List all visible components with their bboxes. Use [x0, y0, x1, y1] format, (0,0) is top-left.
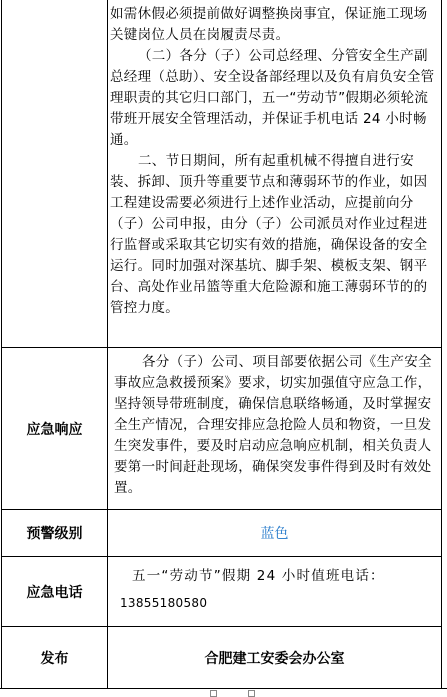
- response-text: 各分（子）公司、项目部要依据公司《生产安全事故应急救援预案》要求，切实加强值守应急工作，坚持领导带班制度，确保信息联络畅通，及时掌握安全生产情况，合理安排应急抢险人员和物资，一旦发生突发事件，要及时启动应急响应机制，相关负责人要第一时间赶赴现场，确保突发事件得到及时有效处置。: [114, 354, 432, 496]
- table-border-right: [441, 0, 442, 688]
- warning-level-label: 预警级别: [26, 526, 83, 542]
- phone-label: 应急电话: [26, 584, 83, 601]
- publisher-label: 发布: [40, 650, 69, 667]
- response-label: 应急响应: [26, 421, 83, 438]
- top-text-cell: [108, 4, 441, 319]
- top-paragraph-3: 二、节日期间，所有起重机械不得擅自进行安装、拆卸、顶升等重要节点和薄弱环节的作业，如因工程建设需要必须进行上述作业活动，应提前向分（子）公司申报，由分（子）公司派员对作业过程进行监督或采取其它切实有效的措施，确保设备的安全运行。同时加强对深基坑、脚手架、模板支架、钢平台、高处作业吊篮等重大危险源和施工薄弱环节的的管控力度。: [110, 153, 428, 316]
- publisher-value: 合肥建工安委会办公室: [204, 650, 345, 667]
- top-paragraph-1: 如需休假必须提前做好调整换岗事宜，保证施工现场关键岗位人员在岗履责尽责。: [110, 6, 428, 43]
- top-paragraph-2: （二）各分（子）公司总经理、分管安全生产副总经理（总助）、安全设备部经理以及负有肩负安全管理职责的其它归口部门，五一“劳动节”假期必须轮流带班开展安全管理活动，并保证手机电话 24 小时畅通。: [110, 48, 435, 148]
- phone-duty-text: 五一“劳动节”假期 24 小时值班电话：: [132, 568, 385, 584]
- phone-cell: [108, 566, 441, 614]
- warning-level-value: 蓝色: [260, 526, 289, 542]
- phone-number: 13855180580: [120, 596, 208, 610]
- response-text-cell: [108, 352, 441, 499]
